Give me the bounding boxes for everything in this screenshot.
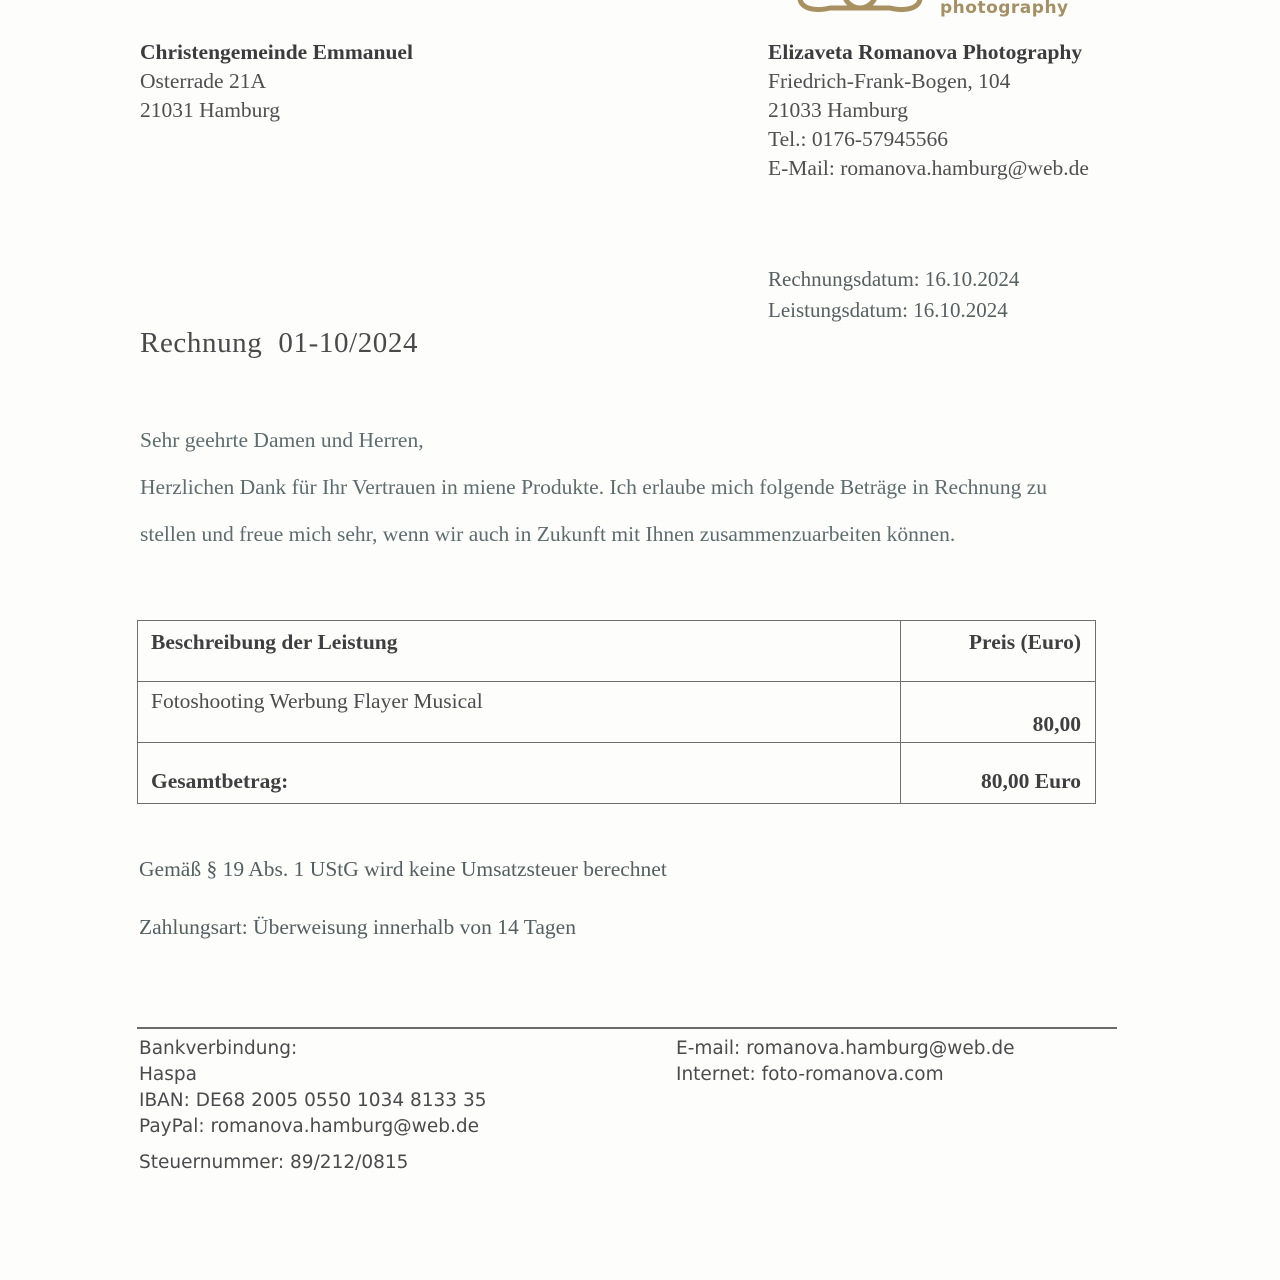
sender-city: 21033 Hamburg (768, 98, 908, 122)
salutation: Sehr geehrte Damen und Herren, (140, 428, 424, 452)
recipient-city: 21031 Hamburg (140, 98, 280, 122)
sender-street: Friedrich-Frank-Bogen, 104 (768, 69, 1011, 93)
notes-block (139, 840, 667, 956)
header-price: Preis (Euro) (968, 630, 1081, 654)
recipient-street: Osterrade 21A (140, 69, 266, 93)
table-total-row (138, 743, 1096, 804)
letter-body (140, 417, 1080, 558)
sender-email: E-Mail: romanova.hamburg@web.de (768, 156, 1089, 180)
body-paragraph: Herzlichen Dank für Ihr Vertrauen in miene Produkte. Ich erlaube mich folgende Beträge in Rechnung zu stellen und freue mich sehr, wenn wir auch in Zukunft mit Ihnen zusammenzuarbeiten können. (140, 475, 1048, 546)
invoice-label: Rechnung (140, 327, 263, 359)
logo-wordmark: photography (940, 0, 1069, 18)
item-price: 80,00 (1032, 712, 1081, 736)
date-block (768, 264, 1019, 326)
total-value: 80,00 Euro (981, 769, 1081, 793)
footer-email: E-mail: romanova.hamburg@web.de (676, 1038, 1015, 1059)
vat-note: Gemäß § 19 Abs. 1 UStG wird keine Umsatzsteuer berechnet (139, 857, 667, 881)
total-label: Gesamtbetrag: (151, 769, 289, 793)
bank-label: Bankverbindung: (139, 1038, 298, 1059)
company-logo (790, 0, 1090, 20)
payment-note: Zahlungsart: Überweisung innerhalb von 14 Tagen (139, 915, 576, 939)
table-row (138, 682, 1096, 743)
sender-address (768, 38, 1089, 183)
bank-iban: IBAN: DE68 2005 0550 1034 8133 35 (139, 1090, 487, 1111)
service-date: Leistungsdatum: 16.10.2024 (768, 298, 1008, 322)
line-items-table (137, 620, 1096, 804)
page-title (140, 327, 418, 360)
camera-logo-icon (790, 0, 930, 20)
invoice-number: 01-10/2024 (278, 327, 419, 359)
tax-number: Steuernummer: 89/212/0815 (139, 1152, 409, 1173)
recipient-name: Christengemeinde Emmanuel (140, 40, 413, 64)
footer-internet: Internet: foto-romanova.com (676, 1064, 944, 1085)
footer-divider (137, 1027, 1117, 1029)
sender-phone: Tel.: 0176-57945566 (768, 127, 949, 151)
recipient-address (140, 38, 413, 125)
footer-contact (676, 1036, 1015, 1088)
invoice-date: Rechnungsdatum: 16.10.2024 (768, 267, 1020, 291)
table-header-row (138, 621, 1096, 682)
item-description: Fotoshooting Werbung Flayer Musical (151, 689, 483, 713)
sender-name: Elizaveta Romanova Photography (768, 40, 1083, 64)
bank-paypal: PayPal: romanova.hamburg@web.de (139, 1116, 479, 1137)
bank-name: Haspa (139, 1064, 197, 1085)
footer-bank-details (139, 1036, 487, 1140)
header-description: Beschreibung der Leistung (151, 630, 398, 654)
